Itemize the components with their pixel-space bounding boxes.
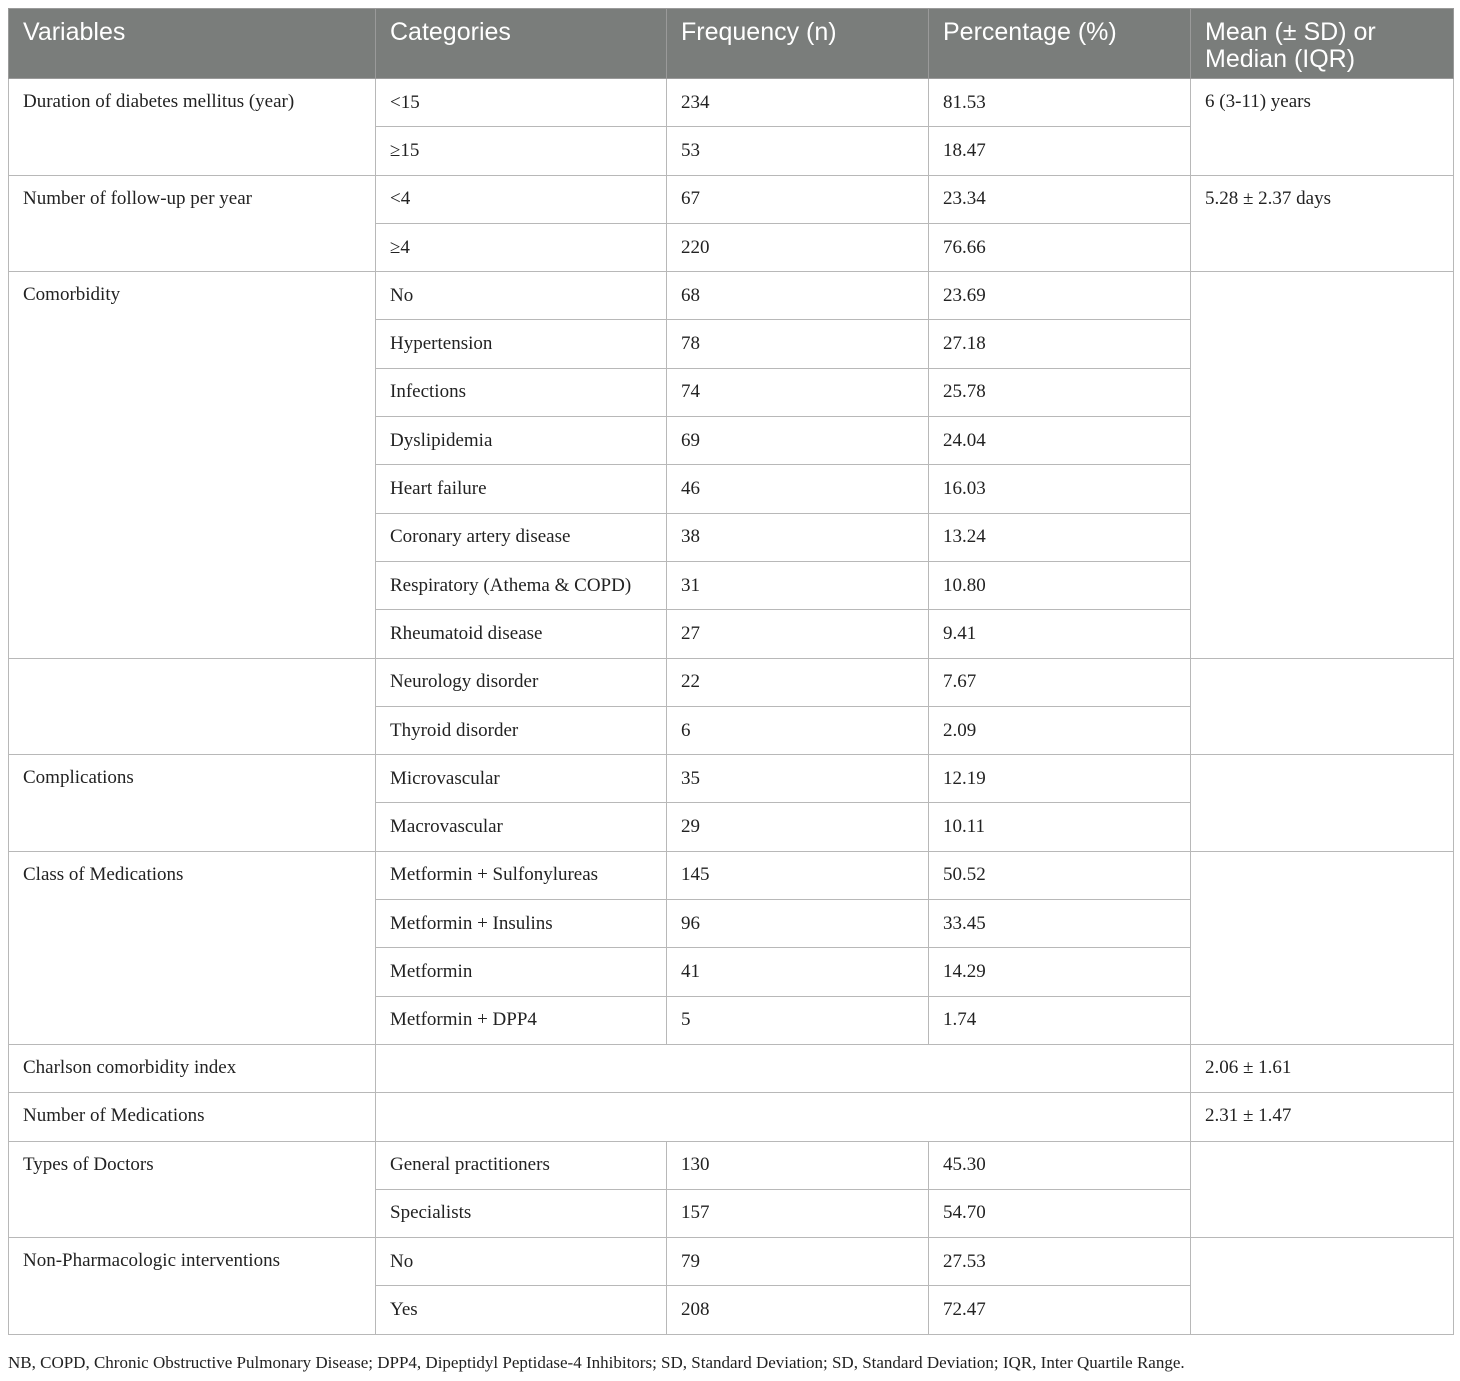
table-row [9, 1238, 1454, 1286]
percentage-cell: 72.47 [929, 1286, 1191, 1334]
category-cell: Coronary artery disease [376, 513, 667, 561]
variable-cell: Number of Medications [9, 1093, 376, 1141]
variable-cell: Duration of diabetes mellitus (year) [9, 79, 376, 176]
percentage-cell: 23.69 [929, 272, 1191, 320]
category-cell: Hypertension [376, 320, 667, 368]
percentage-cell: 18.47 [929, 127, 1191, 175]
category-cell: Microvascular [376, 755, 667, 803]
category-cell: Specialists [376, 1189, 667, 1237]
category-cell: ≥4 [376, 223, 667, 271]
table-row [9, 851, 1454, 899]
table-row [9, 1093, 1454, 1141]
frequency-cell: 145 [667, 851, 929, 899]
percentage-cell: 54.70 [929, 1189, 1191, 1237]
characteristics-table [8, 8, 1454, 1335]
table-row [9, 755, 1454, 803]
percentage-cell: 50.52 [929, 851, 1191, 899]
category-cell: ≥15 [376, 127, 667, 175]
percentage-cell: 24.04 [929, 417, 1191, 465]
mean-cell [1191, 851, 1454, 1044]
category-cell: <4 [376, 175, 667, 223]
table-row [9, 175, 1454, 223]
frequency-cell: 38 [667, 513, 929, 561]
mean-cell: 5.28 ± 2.37 days [1191, 175, 1454, 272]
category-cell: No [376, 1238, 667, 1286]
frequency-cell: 29 [667, 803, 929, 851]
variable-cell: Number of follow-up per year [9, 175, 376, 272]
mean-cell [1191, 1238, 1454, 1335]
frequency-cell: 53 [667, 127, 929, 175]
frequency-cell: 67 [667, 175, 929, 223]
table-row [9, 272, 1454, 320]
frequency-cell: 22 [667, 658, 929, 706]
frequency-cell: 96 [667, 900, 929, 948]
table-row [9, 79, 1454, 127]
category-cell: Heart failure [376, 465, 667, 513]
category-cell: Dyslipidemia [376, 417, 667, 465]
percentage-cell: 9.41 [929, 610, 1191, 658]
category-cell: Infections [376, 368, 667, 416]
frequency-cell: 46 [667, 465, 929, 513]
frequency-cell: 6 [667, 706, 929, 754]
variable-cell [9, 658, 376, 755]
frequency-cell: 234 [667, 79, 929, 127]
mean-cell: 2.06 ± 1.61 [1191, 1044, 1454, 1092]
mean-cell [1191, 755, 1454, 852]
mean-cell [1191, 272, 1454, 658]
percentage-cell: 23.34 [929, 175, 1191, 223]
frequency-cell: 74 [667, 368, 929, 416]
variable-cell: Complications [9, 755, 376, 852]
table-body [9, 79, 1454, 1335]
header-mean: Mean (± SD) or Median (IQR) [1191, 9, 1454, 79]
percentage-cell: 33.45 [929, 900, 1191, 948]
category-cell: <15 [376, 79, 667, 127]
percentage-cell: 12.19 [929, 755, 1191, 803]
frequency-cell: 220 [667, 223, 929, 271]
data-table-container [8, 8, 1453, 1335]
category-cell: General practitioners [376, 1141, 667, 1189]
mean-cell: 6 (3-11) years [1191, 79, 1454, 176]
frequency-cell: 79 [667, 1238, 929, 1286]
percentage-cell: 27.53 [929, 1238, 1191, 1286]
frequency-cell: 27 [667, 610, 929, 658]
category-cell: Metformin [376, 948, 667, 996]
frequency-cell: 130 [667, 1141, 929, 1189]
variable-cell: Class of Medications [9, 851, 376, 1044]
table-row [9, 1044, 1454, 1092]
percentage-cell: 27.18 [929, 320, 1191, 368]
percentage-cell: 2.09 [929, 706, 1191, 754]
empty-cell [376, 1044, 1191, 1092]
category-cell: Macrovascular [376, 803, 667, 851]
header-row [9, 9, 1454, 79]
variable-cell: Comorbidity [9, 272, 376, 658]
percentage-cell: 1.74 [929, 996, 1191, 1044]
variable-cell: Non-Pharmacologic interventions [9, 1238, 376, 1335]
category-cell: Metformin + DPP4 [376, 996, 667, 1044]
category-cell: No [376, 272, 667, 320]
frequency-cell: 35 [667, 755, 929, 803]
category-cell: Respiratory (Athema & COPD) [376, 561, 667, 609]
percentage-cell: 7.67 [929, 658, 1191, 706]
mean-cell [1191, 1141, 1454, 1238]
percentage-cell: 45.30 [929, 1141, 1191, 1189]
percentage-cell: 13.24 [929, 513, 1191, 561]
header-frequency: Frequency (n) [667, 9, 929, 79]
frequency-cell: 157 [667, 1189, 929, 1237]
percentage-cell: 81.53 [929, 79, 1191, 127]
frequency-cell: 68 [667, 272, 929, 320]
table-header [9, 9, 1454, 79]
variable-cell: Charlson comorbidity index [9, 1044, 376, 1092]
percentage-cell: 14.29 [929, 948, 1191, 996]
frequency-cell: 78 [667, 320, 929, 368]
table-row [9, 1141, 1454, 1189]
percentage-cell: 16.03 [929, 465, 1191, 513]
percentage-cell: 76.66 [929, 223, 1191, 271]
variable-cell: Types of Doctors [9, 1141, 376, 1238]
category-cell: Metformin + Insulins [376, 900, 667, 948]
frequency-cell: 208 [667, 1286, 929, 1334]
frequency-cell: 31 [667, 561, 929, 609]
header-categories: Categories [376, 9, 667, 79]
category-cell: Rheumatoid disease [376, 610, 667, 658]
table-footnote: NB, COPD, Chronic Obstructive Pulmonary Disease; DPP4, Dipeptidyl Peptidase-4 Inhibitors; SD, Standard Deviation; SD, Standard Deviation; IQR, Inter Quartile Range. [8, 1353, 1185, 1372]
header-variables: Variables [9, 9, 376, 79]
header-percentage: Percentage (%) [929, 9, 1191, 79]
frequency-cell: 5 [667, 996, 929, 1044]
empty-cell [376, 1093, 1191, 1141]
category-cell: Metformin + Sulfonylureas [376, 851, 667, 899]
mean-cell [1191, 658, 1454, 755]
percentage-cell: 10.80 [929, 561, 1191, 609]
percentage-cell: 10.11 [929, 803, 1191, 851]
table-row [9, 658, 1454, 706]
category-cell: Yes [376, 1286, 667, 1334]
frequency-cell: 41 [667, 948, 929, 996]
mean-cell: 2.31 ± 1.47 [1191, 1093, 1454, 1141]
category-cell: Thyroid disorder [376, 706, 667, 754]
frequency-cell: 69 [667, 417, 929, 465]
category-cell: Neurology disorder [376, 658, 667, 706]
percentage-cell: 25.78 [929, 368, 1191, 416]
